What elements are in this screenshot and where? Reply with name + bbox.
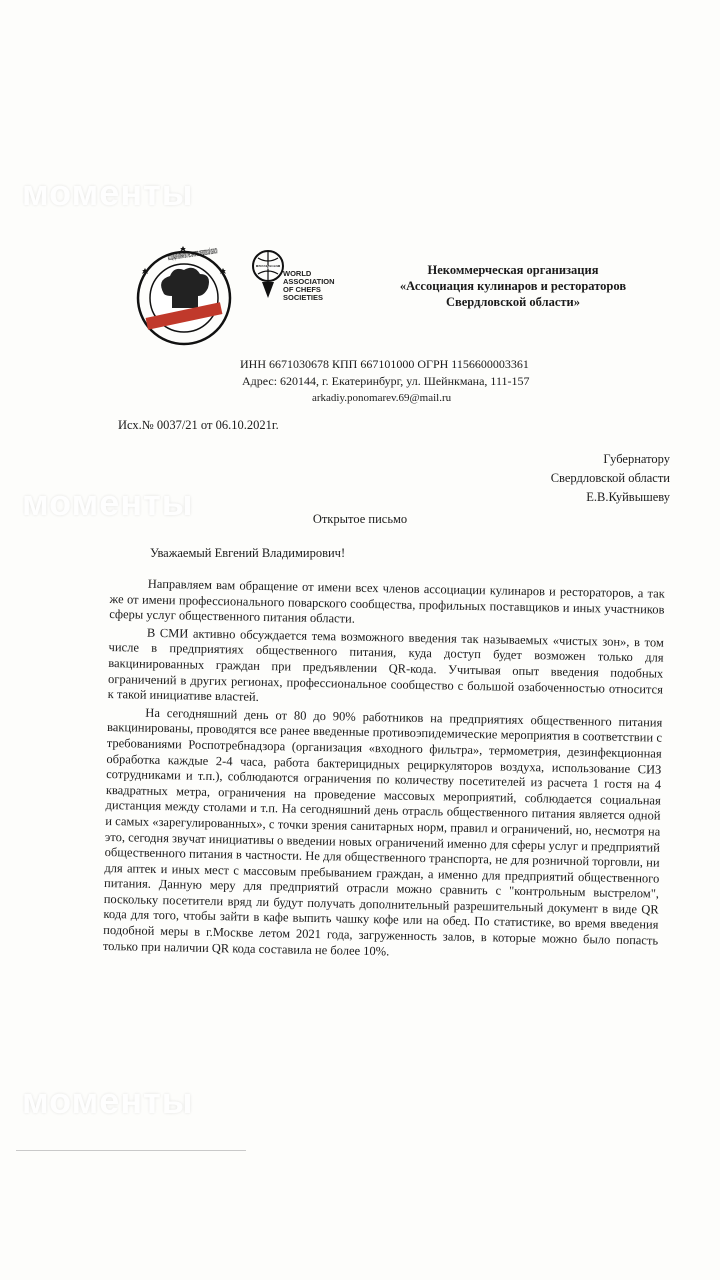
worldchefs-line: OF CHEFS bbox=[283, 285, 321, 294]
worldchefs-line: ASSOCIATION bbox=[283, 277, 335, 286]
worldchefs-line: SOCIETIES bbox=[283, 293, 324, 302]
org-line: Свердловской области» bbox=[445, 295, 581, 309]
seal-text: АССОЦИАЦИЯ КУЛИНАРОВ И РЕСТОРАТОРОВ СВЕРДЛОВСКОЙ ОБЛАСТИ bbox=[167, 214, 444, 263]
watermark-top: моменты bbox=[22, 172, 194, 213]
letter-title: Открытое письмо bbox=[312, 512, 408, 526]
divider-line bbox=[16, 1150, 246, 1151]
worldchefs-caption bbox=[283, 270, 353, 302]
addressee-block bbox=[500, 450, 670, 507]
requisites-codes: ИНН 6671030678 КПП 667101000 ОГРН 1156600003361 bbox=[240, 357, 529, 371]
addressee-line: Свердловской области bbox=[550, 471, 670, 485]
organization-requisites bbox=[240, 356, 580, 407]
watermark-bottom: моменты bbox=[22, 1080, 194, 1121]
letter-body bbox=[103, 576, 665, 967]
requisites-email: arkadiy.ponomarev.69@mail.ru bbox=[312, 392, 452, 404]
body-paragraph: В СМИ активно обсуждается тема возможного введения так называемых «чистых зон», в том числе в предприятиях общественного питания, куда доступ будет возможен только для вакцинированных граждан при предъявлении QR-кода. Учитывая опыт введения подобных ограничений в других регионах, профессиональное сообщество с большой озабоченностью относится к такой инициативе властей. bbox=[107, 625, 664, 705]
org-line: «Ассоциация кулинаров и рестораторов bbox=[399, 279, 627, 293]
org-line: Некоммерческая организация bbox=[427, 263, 599, 277]
addressee-line: Е.В.Куйвышеву bbox=[586, 490, 670, 504]
body-paragraph: Направляем вам обращение от имени всех членов ассоциации кулинаров и рестораторов, а так же от имени профессионального поварского сообщества, профильных поставщиков и иных участников сферы услуг общественного питания области. bbox=[109, 576, 665, 626]
worldchefs-line: WORLD bbox=[283, 269, 312, 278]
addressee-line: Губернатору bbox=[603, 452, 670, 466]
outgoing-number: Исх.№ 0037/21 от 06.10.2021г. bbox=[118, 418, 279, 432]
worldchefs-badge-text: WORLDCHEFS bbox=[258, 266, 279, 271]
organization-heading bbox=[398, 262, 628, 310]
requisites-address: Адрес: 620144, г. Екатеринбург, ул. Шейнкмана, 111-157 bbox=[242, 374, 530, 388]
body-paragraph: На сегодняшний день от 80 до 90% работников на предприятиях общественного питания вакцинированы, проводятся все ранее введенные противоэпидемические мероприятия в соответствии с требованиями Роспотребнадзора (организация «входного фильтра», термометрия, дезинфекционная обработка каждые 2-4 часа, работа бактерицидных рециркуляторов воздуха, использование СИЗ сотрудниками и т.п.), соблюдаются ограничения по количеству посетителей из расчета 1 гостя на 4 квадратных метра, ограничения на проведение массовых мероприятий, соблюдается социальная дистанция между столами и т.п. На сегодняшний день отрасль общественного питания является одной и самых «зарегулированных», с точки зрения санитарных норм, правил и ограничений, но, несмотря на это, сегодня звучат инициативы о введении новых ограничений именно для сферы услуг и предприятий общественного питания в частности. Не для общественного транспорта, не для розничной торговли, ни для аптек и иных мест с массовым пребыванием граждан, а именно для предприятий общественного питания. Данную меру для предприятий отрасли можно сравнить с "контрольным выстрелом", поскольку посетители вряд ли будут получать дополнительный разрешительный документ в виде QR кода для того, чтобы зайти в кафе выпить чашку кофе или на обед. По статистике, во время введения подобной меры в г.Москве летом 2021 года, загруженность залов, в которые можно было попасть только при наличии QR кода составила не более 10%. bbox=[102, 705, 663, 959]
watermark-middle: моменты bbox=[22, 482, 194, 523]
greeting: Уважаемый Евгений Владимирович! bbox=[150, 546, 346, 560]
